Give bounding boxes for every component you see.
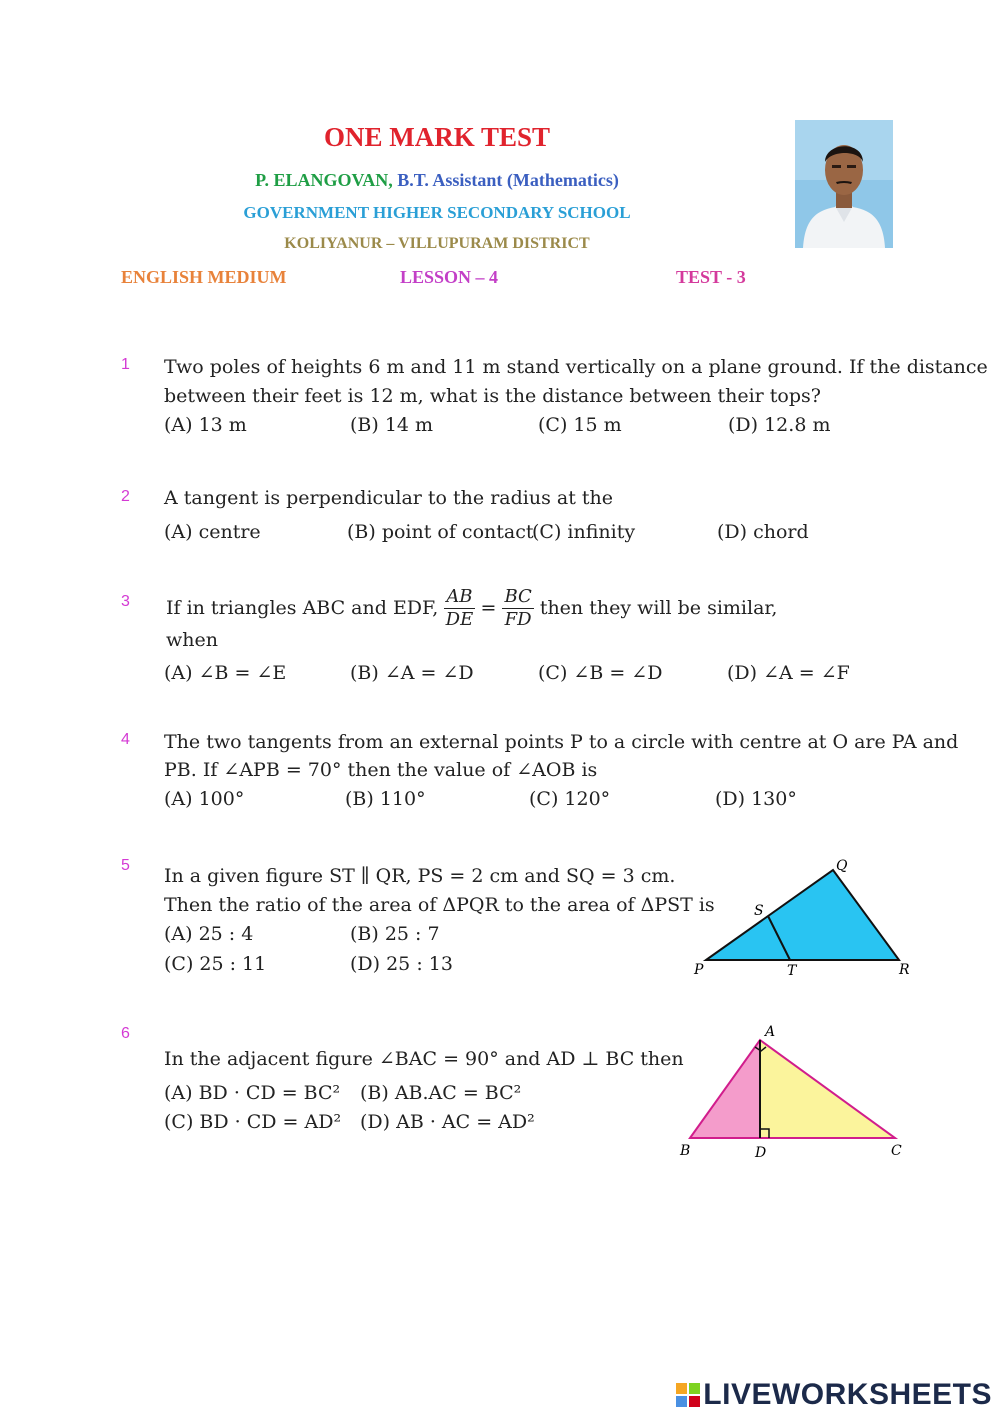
test-label: TEST - 3 (676, 267, 746, 287)
q5-option-c[interactable]: (C) 25 : 11 (164, 953, 267, 975)
q1-option-b[interactable]: (B) 14 m (350, 414, 434, 436)
label-r: R (899, 962, 910, 978)
q6-option-d[interactable]: (D) AB · AC = AD² (360, 1111, 535, 1133)
q1-option-a[interactable]: (A) 13 m (164, 414, 247, 436)
q1-option-d[interactable]: (D) 12.8 m (728, 414, 831, 436)
q3-frac2-num: BC (504, 586, 532, 607)
question-number: 6 (121, 1025, 130, 1042)
q6-right-triangle-figure (675, 1018, 915, 1166)
question-number: 5 (121, 857, 130, 874)
question-3-line2: when (166, 629, 218, 651)
q3-post-text: then they will be similar, (539, 597, 778, 619)
author-role: B.T. Assistant (Mathematics) (397, 170, 619, 190)
liveworksheets-logo[interactable] (675, 1378, 992, 1412)
school-place: KOLIYANUR – VILLUPURAM DISTRICT (284, 235, 590, 252)
q3-equals: = (480, 597, 497, 619)
label-q: Q (836, 858, 848, 874)
label-d: D (755, 1145, 767, 1161)
author-photo (795, 120, 893, 248)
question-5-line2: Then the ratio of the area of ΔPQR to the area of ΔPST is (164, 894, 715, 916)
q2-option-b[interactable]: (B) point of contact (347, 521, 534, 543)
lesson-label: LESSON – 4 (400, 267, 499, 287)
q3-option-a[interactable]: (A) ∠B = ∠E (164, 662, 287, 684)
question-3-line1 (166, 586, 777, 631)
school-name: GOVERNMENT HIGHER SECONDARY SCHOOL (243, 203, 631, 222)
q3-frac1-den: DE (445, 609, 474, 630)
question-number: 4 (121, 731, 130, 748)
question-1-line2: between their feet is 12 m, what is the distance between their tops? (164, 385, 821, 407)
question-4-line2: PB. If ∠APB = 70° then the value of ∠AOB is (164, 759, 598, 781)
q3-pre-text: If in triangles ABC and EDF, (166, 597, 439, 619)
question-2-line1: A tangent is perpendicular to the radius at the (164, 487, 613, 509)
q4-option-c[interactable]: (C) 120° (529, 788, 611, 810)
q5-option-a[interactable]: (A) 25 : 4 (164, 923, 254, 945)
q6-option-a[interactable]: (A) BD · CD = BC² (164, 1082, 341, 1104)
q6-option-c[interactable]: (C) BD · CD = AD² (164, 1111, 342, 1133)
label-b: B (680, 1143, 691, 1159)
q1-option-c[interactable]: (C) 15 m (538, 414, 622, 436)
question-number: 3 (121, 593, 130, 610)
author-line (0, 170, 874, 191)
q5-option-b[interactable]: (B) 25 : 7 (350, 923, 440, 945)
label-s: S (754, 903, 764, 919)
q3-fraction-bc-fd (502, 586, 533, 631)
test-title: ONE MARK TEST (323, 122, 551, 152)
q2-option-a[interactable]: (A) centre (164, 521, 261, 543)
q2-option-d[interactable]: (D) chord (717, 521, 809, 543)
question-4-line1: The two tangents from an external points P to a circle with centre at O are PA and (164, 731, 959, 753)
label-p: P (694, 962, 704, 978)
q3-frac2-den: FD (504, 609, 532, 630)
label-t: T (787, 963, 797, 979)
q3-option-d[interactable]: (D) ∠A = ∠F (727, 662, 850, 684)
question-6-line1: In the adjacent figure ∠BAC = 90° and AD ⊥ BC then (164, 1048, 684, 1070)
q3-frac1-num: AB (446, 586, 473, 607)
liveworksheets-logo-icon (675, 1382, 701, 1408)
triangle-pqr (706, 870, 899, 960)
liveworksheets-logo-text: LIVEWORKSHEETS (703, 1378, 992, 1411)
question-number: 1 (121, 356, 130, 373)
q5-triangle-figure (690, 855, 920, 985)
author-name: P. ELANGOVAN, (255, 170, 393, 190)
question-5-line1: In a given figure ST ∥ QR, PS = 2 cm and SQ = 3 cm. (164, 865, 676, 887)
q3-option-c[interactable]: (C) ∠B = ∠D (538, 662, 663, 684)
q5-option-d[interactable]: (D) 25 : 13 (350, 953, 453, 975)
label-c: C (891, 1143, 902, 1159)
question-1-line1: Two poles of heights 6 m and 11 m stand vertically on a plane ground. If the distance (164, 356, 988, 378)
label-a: A (765, 1024, 776, 1040)
q3-fraction-ab-de (444, 586, 474, 631)
q2-option-c[interactable]: (C) infinity (532, 521, 636, 543)
q6-option-b[interactable]: (B) AB.AC = BC² (360, 1082, 522, 1104)
question-number: 2 (121, 488, 130, 505)
q4-option-d[interactable]: (D) 130° (715, 788, 797, 810)
q4-option-a[interactable]: (A) 100° (164, 788, 245, 810)
q3-option-b[interactable]: (B) ∠A = ∠D (350, 662, 474, 684)
q4-option-b[interactable]: (B) 110° (345, 788, 426, 810)
medium-label: ENGLISH MEDIUM (121, 267, 287, 287)
